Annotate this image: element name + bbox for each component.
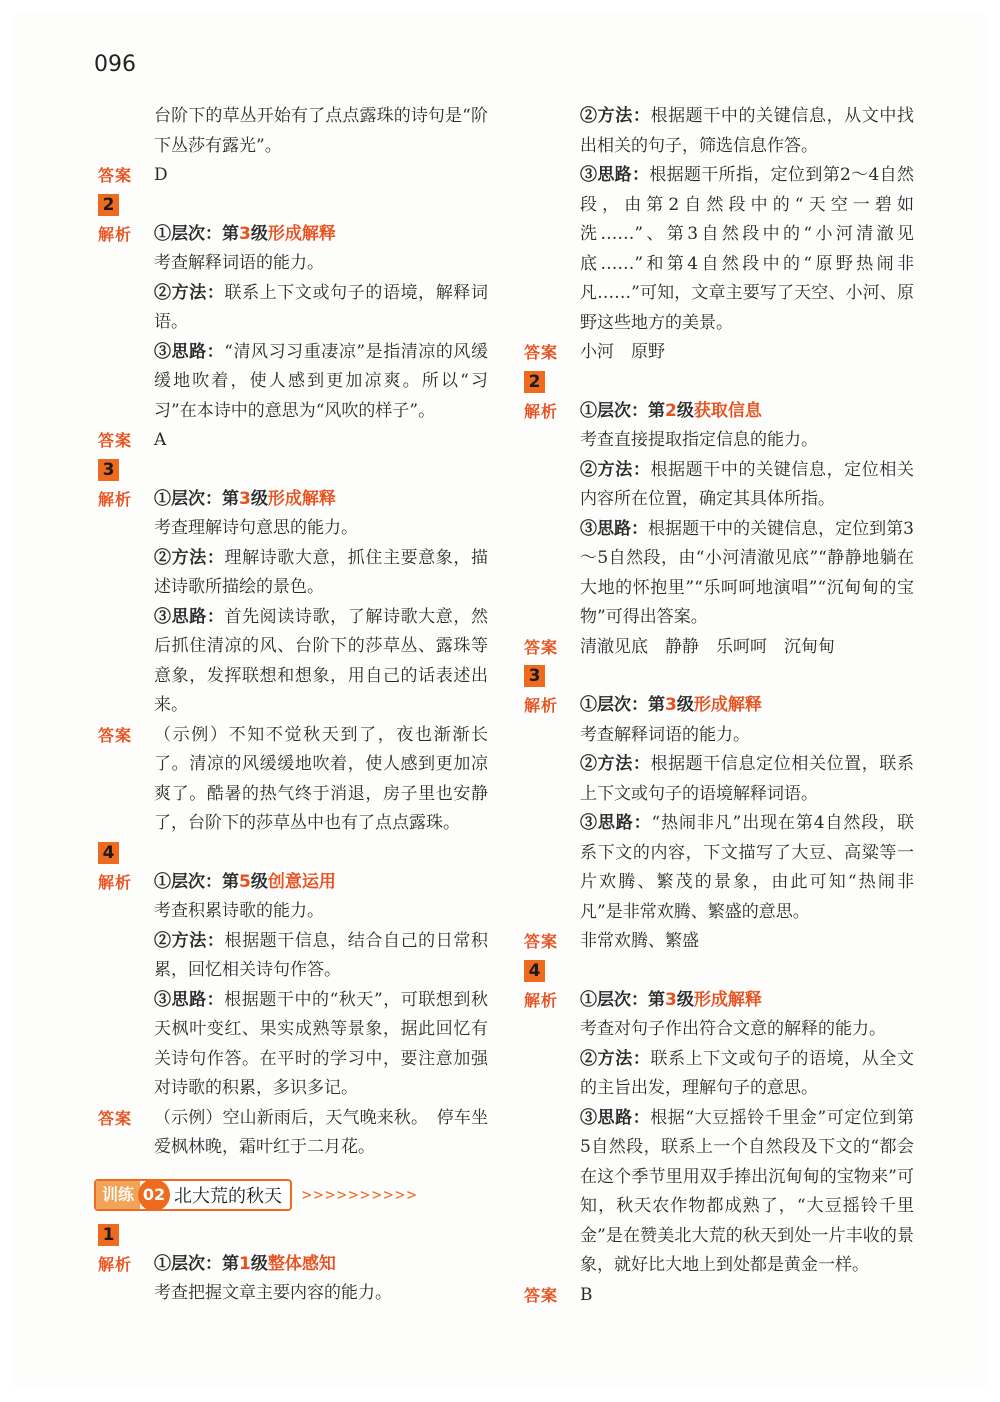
level-prefix: ①层次：第 — [154, 223, 239, 244]
thought-label: ③思路： — [154, 606, 225, 627]
capability-name: 形成解释 — [693, 695, 762, 715]
level-number: 3 — [665, 989, 677, 1010]
answer-row — [98, 721, 488, 839]
method-label: ②方法： — [580, 1048, 651, 1069]
level-number: 3 — [239, 223, 251, 244]
answer-text: A — [154, 430, 167, 450]
analysis-row — [98, 868, 488, 1104]
answer-row — [98, 426, 488, 456]
level-prefix: ①层次：第 — [154, 488, 239, 509]
question-number-badge: 2 — [98, 194, 119, 216]
thought-text: “清风习习重凄凉”是指清凉的风缓缓地吹着，使人感到更加凉爽。所以“习习”在本诗中的意思为“风吹的样子”。 — [154, 341, 488, 421]
thought-line — [580, 1104, 914, 1281]
analysis-label: 解析 — [524, 401, 559, 421]
question-number-badge: 3 — [524, 665, 545, 687]
section-box — [94, 1179, 292, 1211]
level-line — [154, 1250, 488, 1280]
answer-label: 答案 — [524, 1285, 559, 1305]
capability-name: 形成解释 — [693, 989, 762, 1010]
analysis-row — [98, 220, 488, 427]
thought-text: 根据题干所指，定位到第2～4自然段，由第2自然段中的“天空一碧如洗……”、第3自然段中的“小河清澈见底……”和第4自然段中的“原野热闹非凡……”可知，文章主要写了天空、小河、原野这些地方的美景。 — [580, 165, 914, 333]
method-text: 联系上下文或句子的语境，解释词语。 — [154, 282, 489, 332]
level-line — [580, 691, 914, 721]
thought-line — [580, 161, 914, 338]
desc-text: 考查解释词语的能力。 — [154, 253, 324, 273]
level-prefix: ①层次：第 — [580, 695, 665, 715]
thought-label: ③思路： — [154, 341, 225, 362]
method-label: ②方法： — [580, 459, 651, 480]
thought-line — [154, 986, 488, 1104]
section-number: 02 — [138, 1179, 170, 1211]
section-arrows: >>>>>>>>>> — [302, 1185, 419, 1204]
thought-label: ③思路： — [580, 518, 649, 539]
analysis-label: 解析 — [524, 696, 559, 715]
answer-text: （示例）空山新雨后，天气晚来秋。 停车坐爱枫林晚，霜叶红于二月花。 — [154, 1107, 488, 1157]
right-column — [524, 102, 914, 1310]
answer-row — [98, 161, 488, 191]
page — [14, 14, 986, 1388]
method-line — [580, 1045, 914, 1104]
question-number-badge: 2 — [524, 371, 545, 393]
continuation-row — [524, 102, 914, 338]
method-label: ②方法： — [154, 282, 225, 303]
capability-name: 整体感知 — [267, 1253, 336, 1274]
page-number: 096 — [94, 52, 136, 77]
answer-text: B — [580, 1284, 593, 1305]
desc-text: 考查直接提取指定信息的能力。 — [580, 430, 818, 450]
method-text: 联系上下文或句子的语境，从全文的主旨出发，理解句子的意思。 — [580, 1048, 915, 1098]
answer-label: 答案 — [524, 932, 559, 951]
desc-text: 考查把握文章主要内容的能力。 — [154, 1283, 392, 1303]
analysis-body — [580, 986, 914, 1281]
method-line — [580, 102, 914, 161]
answer-label: 答案 — [98, 431, 133, 450]
thought-label: ③思路： — [154, 989, 225, 1010]
answer-label: 答案 — [524, 637, 559, 657]
level-line — [580, 397, 914, 427]
method-label: ②方法： — [154, 930, 225, 951]
thought-label: ③思路： — [580, 165, 650, 185]
thought-text: 首先阅读诗歌，了解诗歌大意，然后抓住清凉的风、台阶下的莎草丛、露珠等意象，发挥联想和想象，用自己的话表述出来。 — [154, 606, 489, 715]
method-line — [580, 456, 914, 515]
level-line — [154, 485, 488, 515]
analysis-label: 解析 — [98, 1254, 133, 1274]
answer-text: D — [154, 165, 168, 185]
level-line — [154, 868, 488, 898]
method-line — [154, 927, 488, 986]
capability-name: 形成解释 — [267, 223, 336, 244]
analysis-body — [154, 868, 488, 1104]
desc-text: 考查解释词语的能力。 — [580, 724, 750, 745]
method-text: 根据题干中的关键信息，从文中找出相关的句子，筛选信息作答。 — [580, 106, 915, 156]
question-number-badge: 4 — [98, 842, 119, 864]
method-text: 根据题干中的关键信息，定位相关内容所在位置，确定其具体所指。 — [580, 459, 915, 509]
answer-row — [524, 338, 914, 368]
answer-text: 非常欢腾、繁盛 — [580, 931, 699, 951]
analysis-body — [580, 691, 914, 927]
level-number: 5 — [239, 871, 251, 892]
answer-label: 答案 — [98, 166, 133, 185]
analysis-row — [98, 1250, 488, 1309]
analysis-body — [580, 102, 914, 338]
method-label: ②方法： — [154, 547, 225, 568]
method-label: ②方法： — [580, 106, 651, 126]
level-suffix: 级 — [250, 871, 268, 892]
capability-name: 获取信息 — [693, 400, 762, 421]
answer-label: 答案 — [524, 343, 559, 362]
answer-text: （示例）不知不觉秋天到了，夜也渐渐长了。清凉的风缓缓地吹着，使人感到更加凉爽了。酷暑的热气终于消退，房子里也安静了，台阶下的莎草丛中也有了点点露珠。 — [154, 724, 488, 833]
answer-row — [524, 1281, 914, 1311]
question-number-badge: 1 — [98, 1224, 119, 1246]
thought-text: 根据“大豆摇铃千里金”可定位到第5自然段，联系上一个自然段及下文的“都会在这个季节里用双手捧出沉甸甸的宝物来”可知，秋天农作物都成熟了，“大豆摇铃千里金”是在赞美北大荒的秋天到处一片丰收的景象，就好比大地上到处都是黄金一样。 — [580, 1107, 914, 1275]
answer-row — [524, 633, 914, 663]
analysis-label: 解析 — [98, 224, 133, 244]
desc-text: 考查积累诗歌的能力。 — [154, 901, 324, 921]
question-number-badge: 3 — [98, 459, 119, 481]
analysis-row — [524, 397, 914, 633]
capability-name: 创意运用 — [267, 871, 336, 892]
thought-text: “热闹非凡”出现在第4自然段，联系下文的内容，下文描写了大豆、高粱等一片欢腾、繁茂的景象，由此可知“热闹非凡”是非常欢腾、繁盛的意思。 — [580, 813, 915, 922]
level-suffix: 级 — [250, 1253, 268, 1274]
level-suffix: 级 — [676, 695, 694, 715]
analysis-body — [154, 485, 488, 721]
level-prefix: ①层次：第 — [154, 871, 239, 892]
analysis-body — [580, 397, 914, 633]
answer-label: 答案 — [98, 1108, 133, 1128]
thought-text: 根据题干中的关键信息，定位到第3～5自然段，由“小河清澈见底”“静静地躺在大地的怀抱里”“乐呵呵地演唱”“沉甸甸的宝物”可得出答案。 — [580, 518, 914, 627]
left-column — [98, 102, 488, 1309]
intro-row — [98, 102, 488, 161]
level-prefix: ①层次：第 — [154, 1253, 239, 1274]
desc-text: 考查理解诗句意思的能力。 — [154, 518, 358, 538]
thought-text: 根据题干中的“秋天”，可联想到秋天枫叶变红、果实成熟等景象，据此回忆有关诗句作答。在平时的学习中，要注意加强对诗歌的积累，多识多记。 — [154, 989, 488, 1098]
analysis-row — [98, 485, 488, 721]
analysis-label: 解析 — [524, 990, 559, 1010]
answer-text: 清澈见底 静静 乐呵呵 沉甸甸 — [580, 636, 835, 657]
section-header — [94, 1179, 488, 1211]
level-number: 1 — [239, 1253, 251, 1274]
thought-line — [154, 603, 488, 721]
answer-row — [524, 927, 914, 957]
answer-row — [98, 1104, 488, 1163]
level-line — [154, 220, 488, 250]
method-text: 理解诗歌大意，抓住主要意象，描述诗歌所描绘的景色。 — [154, 547, 489, 597]
level-number: 2 — [665, 400, 677, 421]
analysis-body — [154, 1250, 488, 1309]
level-suffix: 级 — [676, 989, 694, 1010]
thought-line — [580, 515, 914, 633]
answer-text: 小河 原野 — [580, 342, 665, 362]
analysis-label: 解析 — [98, 489, 133, 509]
intro-text: 台阶下的草丛开始有了点点露珠的诗句是“阶下丛莎有露光”。 — [154, 106, 488, 156]
level-suffix: 级 — [676, 400, 694, 421]
thought-label: ③思路： — [580, 1107, 651, 1128]
level-number: 3 — [665, 695, 677, 715]
analysis-row — [524, 691, 914, 927]
method-line — [154, 544, 488, 603]
question-number-badge: 4 — [524, 960, 545, 982]
level-line — [580, 986, 914, 1016]
method-line — [154, 279, 488, 338]
answer-label: 答案 — [98, 725, 133, 745]
analysis-label: 解析 — [98, 872, 133, 892]
analysis-row — [524, 986, 914, 1281]
analysis-body — [154, 220, 488, 427]
level-prefix: ①层次：第 — [580, 400, 665, 421]
level-suffix: 级 — [250, 488, 268, 509]
method-text: 根据题干信息定位相关位置，联系上下文或句子的语境解释词语。 — [580, 754, 915, 804]
method-line — [580, 750, 914, 809]
level-suffix: 级 — [250, 223, 268, 244]
thought-label: ③思路： — [580, 813, 652, 833]
method-label: ②方法： — [580, 754, 651, 774]
thought-line — [580, 809, 914, 927]
capability-name: 形成解释 — [267, 488, 336, 509]
desc-text: 考查对句子作出符合文意的解释的能力。 — [580, 1019, 886, 1039]
section-title: 北大荒的秋天 — [174, 1185, 283, 1207]
thought-line — [154, 338, 488, 427]
level-number: 3 — [239, 488, 251, 509]
level-prefix: ①层次：第 — [580, 989, 665, 1010]
method-text: 根据题干信息，结合自己的日常积累，回忆相关诗句作答。 — [154, 930, 489, 980]
section-tag: 训练 — [96, 1181, 140, 1209]
